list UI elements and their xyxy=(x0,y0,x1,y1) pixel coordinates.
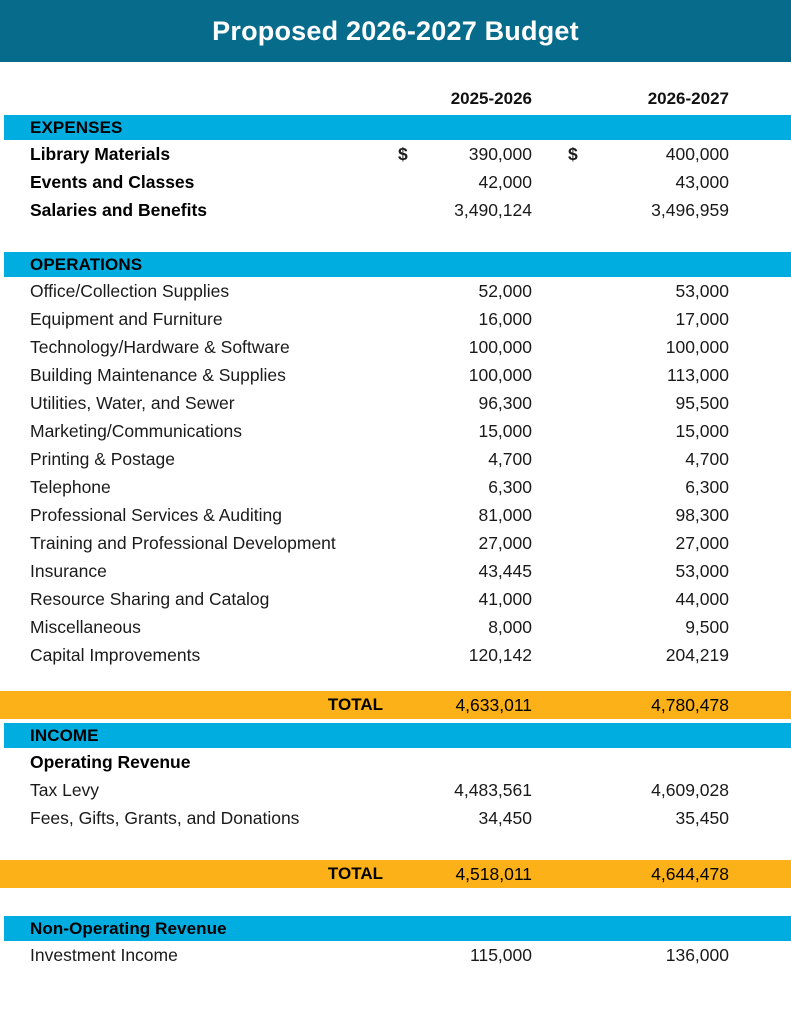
row-value-year1 xyxy=(395,589,532,610)
row-value-year1 xyxy=(395,477,532,498)
row-value-year2 xyxy=(532,780,760,801)
row-label: Office/Collection Supplies xyxy=(30,280,230,301)
row-amount: 53,000 xyxy=(675,280,729,301)
row-amount: 3,490,124 xyxy=(454,199,532,220)
row-value-year2 xyxy=(532,945,760,966)
row-amount: 6,300 xyxy=(685,476,729,497)
page-title: Proposed 2026-2027 Budget xyxy=(212,15,579,46)
section-spacer xyxy=(0,888,791,916)
row-amount: 4,700 xyxy=(488,448,532,469)
row-amount: 136,000 xyxy=(665,944,729,965)
total-value-year1 xyxy=(395,695,532,716)
table-row xyxy=(0,277,791,305)
row-value-year2 xyxy=(532,200,760,221)
row-amount: 390,000 xyxy=(468,143,532,164)
total-value-year2 xyxy=(532,695,760,716)
row-label: Salaries and Benefits xyxy=(30,199,208,220)
income-total-row xyxy=(0,860,791,888)
row-value-year1 xyxy=(395,421,532,442)
row-amount: 4,700 xyxy=(685,448,729,469)
row-value-year2 xyxy=(532,505,760,526)
currency-symbol: $ xyxy=(398,143,408,164)
row-amount: 43,445 xyxy=(478,560,532,581)
section-header-income xyxy=(4,723,791,748)
row-amount: 17,000 xyxy=(675,308,729,329)
section-header-expenses xyxy=(4,115,791,140)
row-amount: 3,496,959 xyxy=(651,199,729,220)
row-amount: 9,500 xyxy=(685,616,729,637)
row-value-year2 xyxy=(532,477,760,498)
row-value-year2 xyxy=(532,421,760,442)
row-value-year2 xyxy=(532,281,760,302)
row-amount: 41,000 xyxy=(478,588,532,609)
total-label: TOTAL xyxy=(327,695,383,714)
row-label: Tax Levy xyxy=(30,779,100,800)
row-amount: 100,000 xyxy=(468,336,532,357)
row-label: Equipment and Furniture xyxy=(30,308,223,329)
table-row xyxy=(0,389,791,417)
table-row xyxy=(0,168,791,196)
row-label: Printing & Postage xyxy=(30,448,175,469)
row-amount: 16,000 xyxy=(478,308,532,329)
table-row xyxy=(0,776,791,804)
income-subheading: Operating Revenue xyxy=(30,751,191,772)
row-value-year2 xyxy=(532,561,760,582)
row-value-year2 xyxy=(532,589,760,610)
row-value-year1 xyxy=(395,505,532,526)
section-header-income-label: INCOME xyxy=(30,725,99,745)
row-label: Resource Sharing and Catalog xyxy=(30,588,270,609)
row-amount: 42,000 xyxy=(478,171,532,192)
row-value-year2 xyxy=(532,645,760,666)
row-label: Library Materials xyxy=(30,143,171,164)
row-value-year1 xyxy=(395,144,532,165)
row-value-year2 xyxy=(532,172,760,193)
row-value-year1 xyxy=(395,645,532,666)
row-value-year2 xyxy=(532,808,760,829)
row-amount: 120,142 xyxy=(468,644,532,665)
table-row xyxy=(0,804,791,832)
income-subheading-row xyxy=(0,748,791,776)
row-value-year2 xyxy=(532,393,760,414)
table-row xyxy=(0,557,791,585)
total-value-year1 xyxy=(395,864,532,885)
expenses-total-row xyxy=(0,691,791,719)
row-amount: 6,300 xyxy=(488,476,532,497)
row-amount: 95,500 xyxy=(675,392,729,413)
section-spacer xyxy=(0,224,791,252)
row-value-year1 xyxy=(395,945,532,966)
row-value-year1 xyxy=(395,561,532,582)
total-label: TOTAL xyxy=(327,864,383,883)
row-label: Events and Classes xyxy=(30,171,195,192)
row-label: Professional Services & Auditing xyxy=(30,504,282,525)
row-value-year2 xyxy=(532,337,760,358)
section-header-operations-label: OPERATIONS xyxy=(30,254,143,274)
row-label: Utilities, Water, and Sewer xyxy=(30,392,235,413)
row-amount: 15,000 xyxy=(675,420,729,441)
row-value-year1 xyxy=(395,533,532,554)
row-amount: 4,644,478 xyxy=(651,863,729,884)
table-row xyxy=(0,305,791,333)
table-row xyxy=(0,501,791,529)
table-row xyxy=(0,333,791,361)
row-value-year1 xyxy=(395,393,532,414)
section-header-non-operating-revenue-label: Non-Operating Revenue xyxy=(30,918,227,938)
row-amount: 27,000 xyxy=(478,532,532,553)
table-row xyxy=(0,196,791,224)
row-value-year1 xyxy=(395,780,532,801)
row-amount: 52,000 xyxy=(478,280,532,301)
row-amount: 35,450 xyxy=(675,807,729,828)
row-amount: 4,483,561 xyxy=(454,779,532,800)
table-row xyxy=(0,941,791,969)
row-label: Fees, Gifts, Grants, and Donations xyxy=(30,807,300,828)
row-amount: 53,000 xyxy=(675,560,729,581)
table-row xyxy=(0,361,791,389)
row-value-year1 xyxy=(395,365,532,386)
row-amount: 8,000 xyxy=(488,616,532,637)
row-amount: 96,300 xyxy=(478,392,532,413)
row-label: Building Maintenance & Supplies xyxy=(30,364,286,385)
row-amount: 4,518,011 xyxy=(455,863,532,884)
row-amount: 115,000 xyxy=(470,944,532,965)
section-header-operations xyxy=(4,252,791,277)
table-row xyxy=(0,473,791,501)
row-value-year2 xyxy=(532,309,760,330)
row-value-year1 xyxy=(395,172,532,193)
row-value-year1 xyxy=(395,337,532,358)
row-value-year1 xyxy=(395,281,532,302)
row-value-year1 xyxy=(395,808,532,829)
row-amount: 34,450 xyxy=(478,807,532,828)
row-amount: 44,000 xyxy=(675,588,729,609)
row-amount: 113,000 xyxy=(667,364,729,385)
row-amount: 81,000 xyxy=(478,504,532,525)
column-header-row xyxy=(0,62,791,115)
row-value-year2 xyxy=(532,365,760,386)
total-spacer xyxy=(0,669,791,691)
row-amount: 4,609,028 xyxy=(651,779,729,800)
table-row xyxy=(0,613,791,641)
row-amount: 98,300 xyxy=(675,504,729,525)
column-header-year2: 2026-2027 xyxy=(647,89,729,108)
row-amount: 100,000 xyxy=(665,336,729,357)
table-row xyxy=(0,585,791,613)
row-amount: 400,000 xyxy=(665,143,729,164)
row-label: Insurance xyxy=(30,560,107,581)
section-header-expenses-label: EXPENSES xyxy=(30,117,123,137)
row-amount: 4,633,011 xyxy=(455,694,532,715)
row-value-year2 xyxy=(532,533,760,554)
row-label: Marketing/Communications xyxy=(30,420,243,441)
currency-symbol: $ xyxy=(568,143,578,164)
row-label: Capital Improvements xyxy=(30,644,201,665)
row-value-year1 xyxy=(395,617,532,638)
row-label: Telephone xyxy=(30,476,111,497)
section-header-non-operating-revenue xyxy=(4,916,791,941)
row-value-year1 xyxy=(395,309,532,330)
row-value-year2 xyxy=(532,144,760,165)
table-row xyxy=(0,445,791,473)
row-label: Technology/Hardware & Software xyxy=(30,336,290,357)
table-row xyxy=(0,417,791,445)
row-value-year2 xyxy=(532,449,760,470)
title-banner xyxy=(0,0,791,62)
row-value-year2 xyxy=(532,617,760,638)
column-header-year1: 2025-2026 xyxy=(450,89,532,108)
row-label: Miscellaneous xyxy=(30,616,141,637)
row-amount: 43,000 xyxy=(675,171,729,192)
table-row xyxy=(0,641,791,669)
row-amount: 27,000 xyxy=(675,532,729,553)
row-amount: 4,780,478 xyxy=(651,694,729,715)
total-spacer xyxy=(0,832,791,860)
row-amount: 204,219 xyxy=(665,644,729,665)
table-row xyxy=(0,529,791,557)
row-label: Investment Income xyxy=(30,944,178,965)
row-value-year1 xyxy=(395,200,532,221)
row-amount: 100,000 xyxy=(468,364,532,385)
total-value-year2 xyxy=(532,864,760,885)
row-label: Training and Professional Development xyxy=(30,532,336,553)
row-value-year1 xyxy=(395,449,532,470)
row-amount: 15,000 xyxy=(478,420,532,441)
table-row xyxy=(0,140,791,168)
